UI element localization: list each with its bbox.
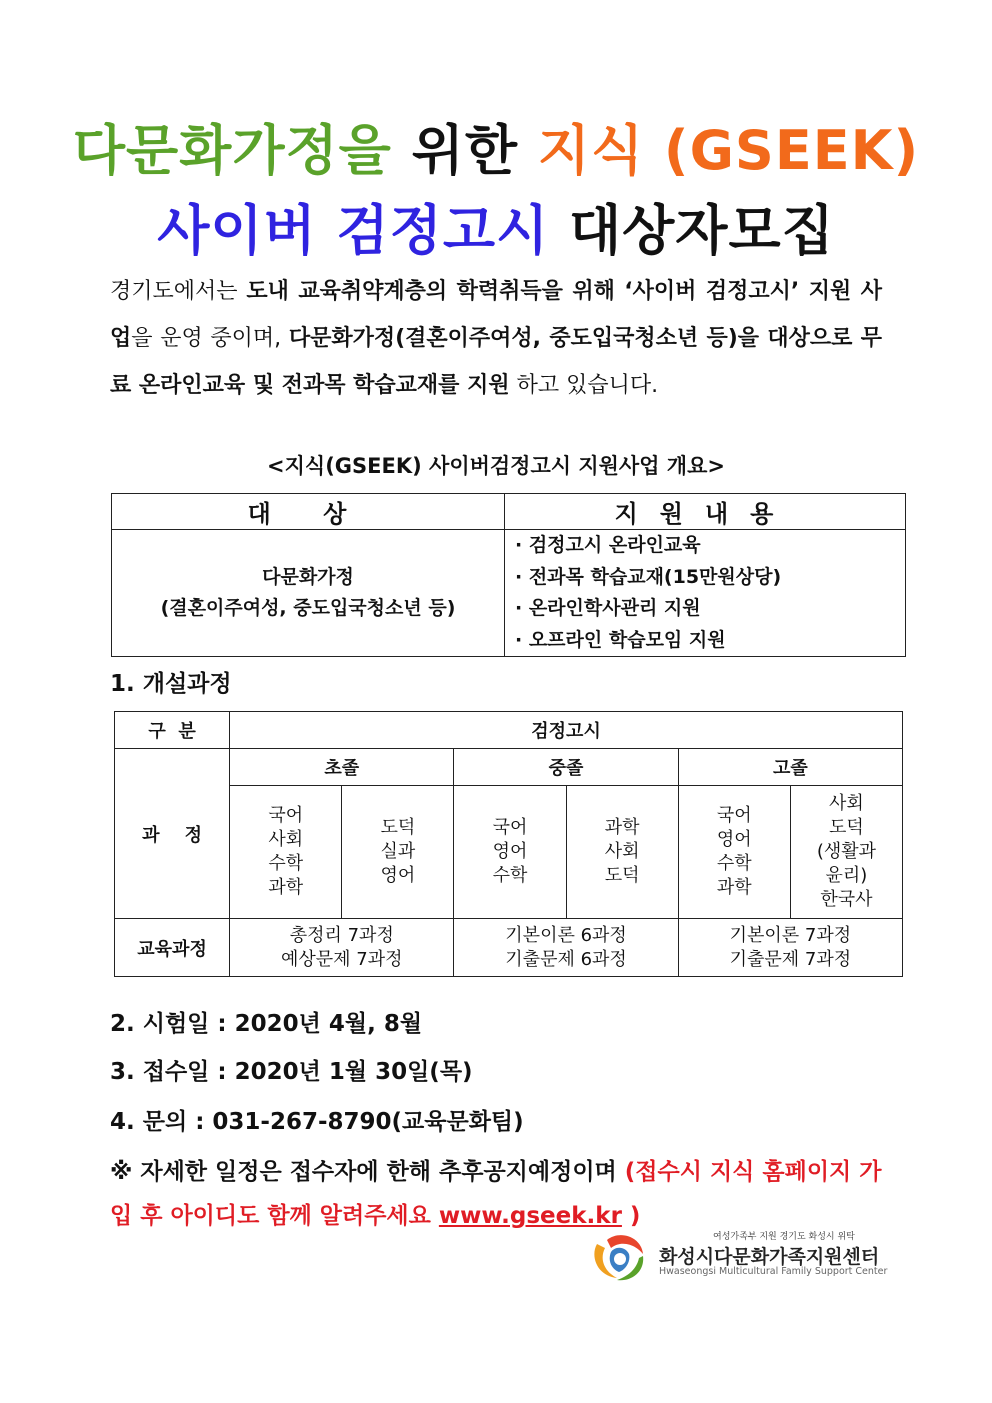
notice-text: ※ 자세한 일정은 접수자에 한해 추후공지예정이며: [110, 1159, 625, 1185]
subject: 도덕: [380, 817, 416, 838]
curriculum-line: 기출문제 7과정: [729, 948, 852, 970]
logo-center-english: Hwaseongsi Multicultural Family Support Center: [659, 1266, 888, 1277]
overview-content-cell: [505, 530, 906, 657]
subjects-elementary-b: [342, 786, 454, 919]
subjects-high-a: [678, 786, 790, 919]
overview-target-cell: [112, 530, 505, 657]
subjects-middle-b: [566, 786, 678, 919]
overview-target-line2: (결혼이주여성, 중도입국청소년 등): [160, 597, 456, 619]
overview-header-content: 지원내용: [505, 494, 906, 530]
logo-center-name: 화성시다문화가족지원센터: [659, 1246, 880, 1268]
overview-table: [111, 493, 906, 657]
curriculum-line: 기본이론 6과정: [505, 924, 627, 946]
subject: 사회: [604, 841, 640, 862]
subject: 영어: [492, 841, 528, 862]
notice-highlight: (접수시 지식 홈페이지 가입 후 아이디도 함께 알려주세요: [110, 1159, 882, 1229]
subject: 영어: [380, 865, 416, 886]
level-middle: 중졸: [454, 749, 678, 786]
courses-col-category: 구 분: [115, 712, 230, 749]
intro-text-2: 도내 교육취약계층의 학력취득을 위해 ‘사이버 검정고시’ 지원 사업: [110, 279, 882, 351]
overview-item: · 전과목 학습교재(15만원상당): [515, 565, 782, 588]
courses-heading: 1. 개설과정: [110, 671, 232, 697]
subject: 도덕: [829, 817, 864, 838]
curriculum-line: 총정리 7과정: [289, 924, 394, 946]
title-cyber-exam: 사이버 검정고시: [157, 199, 550, 262]
subject: 실과: [380, 841, 416, 862]
subject: 국어: [268, 805, 304, 826]
subject: (생활과: [816, 841, 877, 862]
contact-info: 4. 문의 : 031-267-8790(교육문화팀): [110, 1109, 524, 1135]
subject: 한국사: [820, 889, 873, 910]
center-logo: [585, 1226, 888, 1286]
intro-text-3: 을 운영 중이며,: [131, 326, 289, 351]
courses-table: [114, 711, 903, 977]
subject: 수학: [268, 853, 304, 874]
subject: 윤리): [825, 865, 868, 886]
title-line-1: [0, 108, 992, 185]
subject: 과학: [604, 817, 640, 838]
subject: 수학: [716, 853, 752, 874]
courses-row-course: 과 정: [115, 749, 230, 919]
level-high: 고졸: [678, 749, 902, 786]
notice: [110, 1150, 882, 1238]
title-gseek: 지식 (GSEEK): [537, 119, 920, 182]
logo-supervise: 여성가족부 지원 경기도 화성시 위탁: [713, 1232, 855, 1242]
title-multicultural: 다문화가정을: [72, 119, 392, 182]
curriculum-line: 예상문제 7과정: [281, 948, 403, 970]
overview-target-line1: 다문화가정: [262, 566, 354, 588]
subject: 사회: [829, 793, 864, 814]
subject: 국어: [716, 805, 752, 826]
title-recruit: 대상자모집: [568, 199, 835, 262]
exam-date: 2. 시험일 : 2020년 4월, 8월: [110, 1011, 423, 1037]
courses-row-curriculum: 교육과정: [115, 919, 230, 977]
overview-item: · 온라인학사관리 지원: [515, 597, 701, 619]
intro-text-5: 하고 있습니다.: [509, 373, 659, 398]
curriculum-high: [678, 919, 902, 977]
subjects-middle-a: [454, 786, 566, 919]
subject: 국어: [492, 817, 528, 838]
curriculum-line: 기출문제 6과정: [505, 948, 627, 970]
receipt-date: 3. 접수일 : 2020년 1월 30일(목): [110, 1059, 473, 1085]
gseek-link[interactable]: www.gseek.kr: [438, 1203, 622, 1229]
notice-close: ): [621, 1203, 641, 1229]
intro-text-4: 다문화가정(결혼이주여성, 중도입국청소년 등)을 대상으로 무료 온라인교육 및 전과목 학습교재를 지원: [110, 326, 882, 398]
title-for: 위한: [411, 119, 518, 182]
subject: 과학: [716, 877, 752, 898]
subject: 영어: [716, 829, 752, 850]
subjects-elementary-a: [230, 786, 342, 919]
subject: 수학: [492, 865, 528, 886]
level-elementary: 초졸: [230, 749, 454, 786]
curriculum-middle: [454, 919, 678, 977]
overview-header-target: 대 상: [112, 494, 505, 530]
overview-item: · 오프라인 학습모임 지원: [515, 628, 726, 651]
subject: 도덕: [604, 865, 640, 886]
center-logo-icon: [585, 1226, 655, 1286]
overview-caption: <지식(GSEEK) 사이버검정고시 지원사업 개요>: [267, 454, 725, 478]
curriculum-elementary: [230, 919, 454, 977]
subjects-high-b: [790, 786, 902, 919]
intro-text-1: 경기도에서는: [110, 279, 247, 304]
subject: 사회: [268, 829, 304, 850]
title-line-2: [0, 188, 992, 265]
overview-item: · 검정고시 온라인교육: [515, 534, 701, 556]
subject: 과학: [268, 877, 304, 898]
courses-col-exam: 검정고시: [230, 712, 903, 749]
intro-paragraph: [110, 268, 882, 409]
curriculum-line: 기본이론 7과정: [729, 924, 852, 946]
